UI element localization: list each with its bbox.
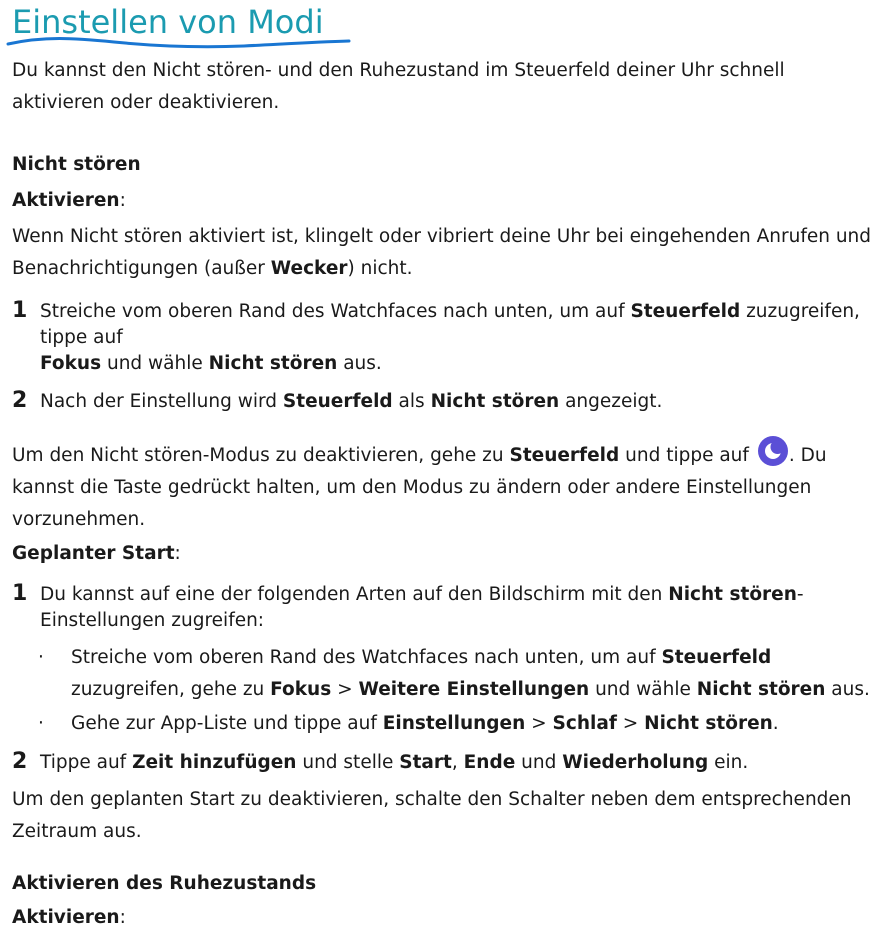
step-text: und stelle bbox=[296, 752, 400, 773]
step-text: und wähle bbox=[101, 353, 209, 374]
step-bold: Ende bbox=[463, 752, 516, 773]
step-text: , bbox=[451, 752, 464, 773]
step-number: 2 bbox=[12, 388, 28, 413]
bullet-bold: Fokus bbox=[270, 679, 332, 700]
bullet-bold: Nicht stören bbox=[644, 713, 773, 734]
dnd-desc-bold: Wecker bbox=[270, 258, 348, 279]
sleep-activate-label: Aktivieren: bbox=[12, 907, 126, 928]
step-bold: Zeit hinzufügen bbox=[132, 752, 297, 773]
bullet-text: und wähle bbox=[589, 679, 697, 700]
step-bold: Fokus bbox=[40, 353, 102, 374]
bullet-bold: Weitere Einstellungen bbox=[358, 679, 590, 700]
dnd-step-1 bbox=[12, 299, 877, 377]
step-text: aus. bbox=[337, 353, 382, 374]
deactivate-text: und tippe auf bbox=[619, 445, 755, 466]
step-text: -Einstellungen zugreifen: bbox=[40, 584, 804, 631]
step-bold: Steuerfeld bbox=[282, 391, 393, 412]
step-text: ein. bbox=[708, 752, 749, 773]
bullet-text: . bbox=[772, 713, 779, 734]
bullet-text: zuzugreifen, gehe zu bbox=[71, 679, 271, 700]
bullet-bold: Einstellungen bbox=[382, 713, 526, 734]
deactivate-text: . Du kannst die Taste gedrückt halten, um den Modus zu ändern oder andere Einstellungen vorzunehmen. bbox=[12, 445, 827, 530]
bullet-dot: · bbox=[38, 713, 44, 734]
bullet-text: > bbox=[525, 713, 553, 734]
deactivate-bold: Steuerfeld bbox=[509, 445, 620, 466]
dnd-deactivate-text bbox=[12, 435, 842, 536]
bullet-text: aus. bbox=[825, 679, 870, 700]
moon-icon[interactable] bbox=[757, 435, 789, 467]
bullet-bold: Schlaf bbox=[552, 713, 617, 734]
section-heading-sleep: Aktivieren des Ruhezustands bbox=[12, 873, 317, 894]
step-number: 2 bbox=[12, 749, 28, 774]
bullet-text: Streiche vom oberen Rand des Watchfaces nach unten, um auf bbox=[71, 647, 662, 668]
dnd-description bbox=[12, 221, 877, 285]
step-text: Nach der Einstellung wird bbox=[40, 391, 283, 412]
step-number: 1 bbox=[12, 581, 28, 606]
sleep-activate-label-text: Aktivieren bbox=[12, 907, 120, 928]
scheduled-label: Geplanter Start: bbox=[12, 543, 181, 564]
step-bold: Nicht stören bbox=[208, 353, 338, 374]
handwritten-underline bbox=[4, 30, 354, 54]
step-text: Streiche vom oberen Rand des Watchfaces nach unten, um auf bbox=[40, 301, 631, 322]
step-number: 1 bbox=[12, 298, 28, 323]
step-bold: Wiederholung bbox=[562, 752, 709, 773]
activate-label-text: Aktivieren bbox=[12, 190, 120, 211]
step-bold: Start bbox=[399, 752, 452, 773]
page-title: Einstellen von Modi bbox=[12, 3, 324, 41]
step-bold: Nicht stören bbox=[430, 391, 560, 412]
scheduled-bullet-2 bbox=[12, 708, 877, 740]
title-block bbox=[12, 0, 877, 50]
deactivate-text: Um den Nicht stören-Modus zu deaktivieren, gehe zu bbox=[12, 445, 510, 466]
scheduled-deactivate-text: Um den geplanten Start zu deaktivieren, schalte den Schalter neben dem entsprechenden Zeitraum aus. bbox=[12, 789, 852, 842]
section-heading-dnd: Nicht stören bbox=[12, 154, 141, 175]
bullet-text: > bbox=[331, 679, 359, 700]
scheduled-step-2 bbox=[12, 750, 877, 776]
dnd-desc-part-2: ) nicht. bbox=[347, 258, 413, 279]
step-text: zuzugreifen, tippe auf bbox=[40, 301, 860, 348]
step-text: Du kannst auf eine der folgenden Arten auf den Bildschirm mit den bbox=[40, 584, 669, 605]
scheduled-bullet-1 bbox=[12, 642, 877, 706]
activate-label: Aktivieren: bbox=[12, 190, 126, 211]
bullet-dot: · bbox=[38, 647, 44, 668]
step-text: angezeigt. bbox=[559, 391, 663, 412]
bullet-text: > bbox=[616, 713, 645, 734]
scheduled-label-text: Geplanter Start bbox=[12, 543, 175, 564]
document-page bbox=[12, 0, 877, 934]
bullet-text: Gehe zur App-Liste und tippe auf bbox=[71, 713, 383, 734]
step-text: Tippe auf bbox=[40, 752, 133, 773]
step-bold: Steuerfeld bbox=[630, 301, 741, 322]
dnd-desc-part-1: Wenn Nicht stören aktiviert ist, klingelt oder vibriert deine Uhr bei eingehenden Anrufen und Benachrichtigungen (außer bbox=[12, 226, 872, 279]
dnd-step-2 bbox=[12, 389, 877, 415]
intro-text: Du kannst den Nicht stören- und den Ruhezustand im Steuerfeld deiner Uhr schnell aktivieren oder deaktivieren. bbox=[12, 60, 785, 113]
step-bold: Nicht stören bbox=[668, 584, 797, 605]
step-text: und bbox=[515, 752, 563, 773]
bullet-bold: Steuerfeld bbox=[661, 647, 772, 668]
scheduled-step-1 bbox=[12, 582, 877, 634]
step-text: als bbox=[392, 391, 431, 412]
bullet-bold: Nicht stören bbox=[696, 679, 826, 700]
